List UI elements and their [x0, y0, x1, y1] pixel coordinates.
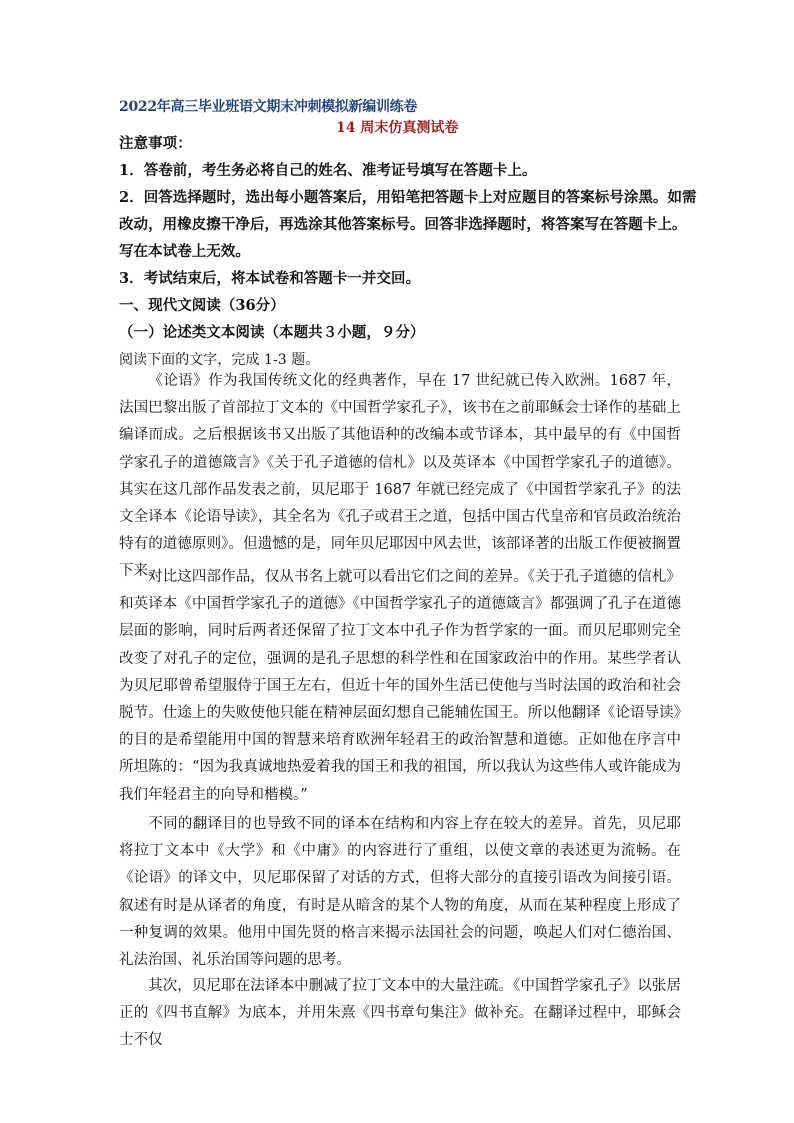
notice-item: 2．回答选择题时，选出每小题答案后，用铅笔把答题卡上对应题目的答案标号涂黑。如需 [119, 189, 697, 206]
paragraph-text: 不同的翻译目的也导致不同的译本在结构和内容上存在较大的差异。首先，贝尼耶将拉丁文本中《大学》和《中庸》的内容进行了重组，以使文章的表述更为流畅。在《论语》的译文中，贝尼耶保留了对话的方式，但将大部分的直接引语改为间接引语。叙述有时是从译者的角度，有时是从暗含的某个人物的角度，从而在某种程度上形成了一种复调的效果。他用中国先贤的格言来揭示法国社会的问题，唤起人们对仁德治国、礼法治国、礼乐治国等问题的思考。 [119, 816, 681, 969]
notice-heading: 注意事项： [119, 135, 192, 152]
paragraph-text: 其次，贝尼耶在法译本中删减了拉丁文本中的大量注疏。《中国哲学家孔子》以张居正的《四书直解》为底本，并用朱熹《四书章句集注》做补充。在翻译过程中，耶稣会士不仅 [119, 978, 681, 1049]
paragraph-text: 对比这四部作品，仅从书名上就可以看出它们之间的差异。《关于孔子道德的信札》和英译本《中国哲学家孔子的道德》《中国哲学家孔子的道德箴言》都强调了孔子在道德层面的影响，同时后两者还保留了拉丁文本中孔子作为哲学家的一面。而贝尼耶则完全改变了对孔子的定位，强调的是孔子思想的科学性和在国家政治中的作用。某些学者认为贝尼耶曾希望服侍于国王左右，但近十年的国外生活已使他与当时法国的政治和社会脱节。仕途上的失败使他只能在精神层面幻想自己能辅佐国王。所以他翻译《论语导读》的目的是希望能用中国的智慧来培育欧洲年轻君王的政治智慧和道德。正如他在序言中所坦陈的：“因为我真诚地热爱着我的国王和我的祖国，所以我认为这些伟人或许能成为我们年轻君主的向导和楷模。” [119, 569, 681, 803]
passage-paragraph-1 [119, 368, 681, 586]
notice-item: 1．答卷前，考生务必将自己的姓名、准考证号填写在答题卡上。 [119, 162, 537, 179]
passage-paragraph-4 [119, 973, 681, 1055]
passage-paragraph-3 [119, 811, 681, 974]
notice-item: 改动，用橡皮擦干净后，再选涂其他答案标号。回答非选择题时，将答案写在答题卡上。 [119, 216, 687, 233]
section-title: 一、现代文阅读（36分） [119, 297, 285, 314]
document-subtitle: 14 周末仿真测试卷 [336, 120, 459, 136]
passage-paragraph-2 [119, 564, 681, 809]
notice-item: 3．考试结束后，将本试卷和答题卡一并交回。 [119, 270, 421, 287]
paragraph-text: 《论语》作为我国传统文化的经典著作，早在 17 世纪就已传入欧洲。1687 年，法国巴黎出版了首部拉丁文本的《中国哲学家孔子》，该书在之前耶稣会士译作的基础上编译而成。之后根据该书又出版了其他语种的改编本或节译本，其中最早的有《中国哲学家孔子的道德箴言》《关于孔子道德的信札》以及英译本《中国哲学家孔子的道德》。其实在这几部作品发表之前，贝尼耶于 1687 年就已经完成了《中国哲学家孔子》的法文全译本《论语导读》，其全名为《孔子或君王之道，包括中国古代皇帝和官员政治统治特有的道德原则》。但遗憾的是，同年贝尼耶因中风去世，该部译著的出版工作便被搁置下来。 [119, 373, 681, 580]
notice-item: 写在本试卷上无效。 [119, 243, 250, 260]
section-subtitle: （一）论述类文本阅读（本题共３小题，９分） [119, 324, 425, 341]
section-instruction: 阅读下面的文字，完成 1-3 题。 [119, 352, 320, 368]
document-title: 2022年高三毕业班语文期末冲刺模拟新编训练卷 [119, 99, 418, 115]
